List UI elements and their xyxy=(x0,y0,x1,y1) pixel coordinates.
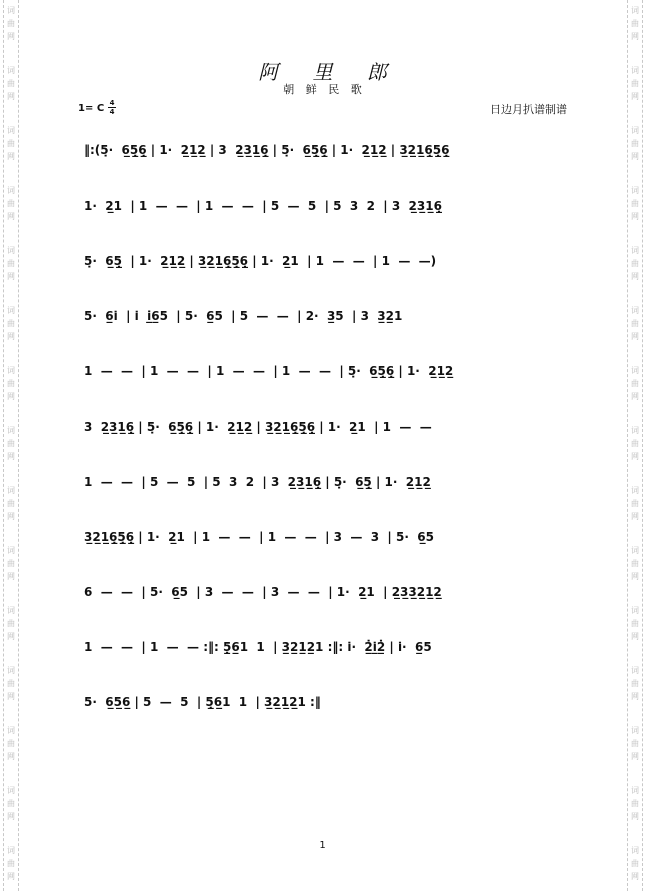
watermark-char: 曲 xyxy=(631,79,639,88)
watermark-char: 曲 xyxy=(631,199,639,208)
watermark-char: 曲 xyxy=(631,499,639,508)
score-line xyxy=(84,250,569,272)
watermark-group xyxy=(628,364,642,403)
watermark-char: 曲 xyxy=(7,19,15,28)
watermark-char: 曲 xyxy=(631,559,639,568)
watermark-char: 网 xyxy=(631,452,639,461)
watermark-group xyxy=(628,604,642,643)
watermark-group xyxy=(628,544,642,583)
watermark-group xyxy=(4,4,18,43)
watermark-char: 词 xyxy=(7,726,15,735)
watermark-group xyxy=(628,124,642,163)
watermark-group xyxy=(4,544,18,583)
watermark-group xyxy=(628,484,642,523)
score-line-text: 1 — — | 5 — 5 | 5 3 2 | 3 2̲3̲1̲6̣̲ | 5̣· 6̲5̣̲ | 1· 2̲1̲2̲ xyxy=(84,475,431,489)
watermark-group xyxy=(628,4,642,43)
watermark-char: 网 xyxy=(631,212,639,221)
score-line xyxy=(84,471,569,493)
watermark-char: 网 xyxy=(7,452,15,461)
score-line xyxy=(84,581,569,603)
watermark-char: 曲 xyxy=(7,739,15,748)
time-signature xyxy=(108,99,116,116)
watermark-char: 词 xyxy=(7,546,15,555)
watermark-char: 曲 xyxy=(7,499,15,508)
score-line-text: 5̣· 6̲5̣̲ | 1· 2̲1̲2̲ | 3̲2̲1̲6̣̲5̣̲6̣̲ | 1· 2̲1 | 1 — — | 1 — —) xyxy=(84,254,437,268)
meter-top: 4 xyxy=(109,99,115,107)
watermark-char: 网 xyxy=(7,332,15,341)
watermark-char: 词 xyxy=(631,486,639,495)
watermark-char: 网 xyxy=(7,812,15,821)
watermark-group xyxy=(4,304,18,343)
watermark-char: 网 xyxy=(631,752,639,761)
watermark-group xyxy=(4,604,18,643)
score-line-text: 1· 2̲1 | 1 — — | 1 — — | 5 — 5 | 5 3 2 | 3 2̲3̲1̲6̣̲ xyxy=(84,199,442,213)
watermark-char: 曲 xyxy=(7,679,15,688)
watermark-char: 网 xyxy=(631,872,639,881)
watermark-group xyxy=(628,664,642,703)
watermark-char: 网 xyxy=(631,812,639,821)
watermark-char: 曲 xyxy=(7,379,15,388)
watermark-char: 曲 xyxy=(7,619,15,628)
watermark-char: 词 xyxy=(7,246,15,255)
watermark-char: 词 xyxy=(631,666,639,675)
watermark-char: 词 xyxy=(7,666,15,675)
watermark-char: 网 xyxy=(7,512,15,521)
watermark-char: 网 xyxy=(631,632,639,641)
watermark-char: 网 xyxy=(7,32,15,41)
watermark-char: 词 xyxy=(7,186,15,195)
watermark-char: 曲 xyxy=(7,799,15,808)
score-line-text: 3̲2̲1̲6̣̲5̣̲6̣̲ | 1· 2̲1 | 1 — — | 1 — — | 3 — 3 | 5· 6̲5 xyxy=(84,530,434,544)
watermark-char: 曲 xyxy=(631,739,639,748)
watermark-char: 词 xyxy=(7,606,15,615)
right-watermark-strip xyxy=(627,0,643,891)
watermark-char: 词 xyxy=(631,66,639,75)
watermark-char: 词 xyxy=(7,486,15,495)
watermark-char: 词 xyxy=(7,66,15,75)
watermark-char: 网 xyxy=(631,152,639,161)
watermark-char: 曲 xyxy=(7,139,15,148)
song-subtitle: 朝 鲜 民 歌 xyxy=(283,83,366,96)
watermark-char: 曲 xyxy=(7,259,15,268)
watermark-group xyxy=(4,124,18,163)
score-line-text: 1 — — | 1 — — | 1 — — | 1 — — | 5̣· 6̲5̣̲6̣̲ | 1· 2̲1̲2̲ xyxy=(84,364,454,378)
watermark-char: 词 xyxy=(7,306,15,315)
watermark-char: 曲 xyxy=(7,79,15,88)
watermark-char: 网 xyxy=(631,692,639,701)
watermark-char: 网 xyxy=(631,272,639,281)
watermark-char: 网 xyxy=(7,392,15,401)
watermark-char: 词 xyxy=(7,366,15,375)
page-number: 1 xyxy=(319,840,326,851)
watermark-char: 网 xyxy=(7,152,15,161)
watermark-char: 曲 xyxy=(631,619,639,628)
watermark-char: 曲 xyxy=(7,199,15,208)
watermark-char: 网 xyxy=(7,212,15,221)
watermark-group xyxy=(4,244,18,283)
watermark-char: 词 xyxy=(7,786,15,795)
score-line xyxy=(84,416,569,438)
watermark-char: 词 xyxy=(7,846,15,855)
watermark-char: 网 xyxy=(631,332,639,341)
watermark-char: 网 xyxy=(7,272,15,281)
watermark-char: 网 xyxy=(631,92,639,101)
watermark-group xyxy=(628,784,642,823)
watermark-group xyxy=(4,484,18,523)
watermark-group xyxy=(628,184,642,223)
watermark-group xyxy=(628,724,642,763)
watermark-char: 曲 xyxy=(631,799,639,808)
watermark-char: 曲 xyxy=(631,439,639,448)
key-signature: 1= C xyxy=(78,103,105,114)
watermark-char: 网 xyxy=(7,572,15,581)
watermark-char: 词 xyxy=(7,126,15,135)
watermark-char: 曲 xyxy=(631,259,639,268)
watermark-group xyxy=(628,304,642,343)
arranger-credit: 日边月扒谱制谱 xyxy=(490,103,567,116)
watermark-char: 网 xyxy=(7,632,15,641)
watermark-char: 曲 xyxy=(631,19,639,28)
watermark-char: 网 xyxy=(7,92,15,101)
watermark-char: 词 xyxy=(631,846,639,855)
score-line xyxy=(84,526,569,548)
watermark-char: 曲 xyxy=(631,319,639,328)
watermark-group xyxy=(628,424,642,463)
song-title: 阿 里 郎 xyxy=(258,60,401,84)
score-line xyxy=(84,139,569,161)
watermark-char: 词 xyxy=(631,606,639,615)
watermark-char: 词 xyxy=(7,6,15,15)
watermark-char: 词 xyxy=(631,426,639,435)
watermark-char: 曲 xyxy=(631,139,639,148)
score-line-text: 1 — — | 1 — — :‖: 5̲̣6̲1 1 | 3̲2̲1̲2̲1 :‖: i̇· 2̲̇i̲̇2̲̇ | i̇· 6̲5 xyxy=(84,640,432,654)
watermark-char: 曲 xyxy=(7,559,15,568)
score-line-text: 3 2̲3̲1̲6̣̲ | 5̣· 6̲5̣̲6̣̲ | 1· 2̲1̲2̲ | 3̲2̲1̲6̣̲5̣̲6̣̲ | 1· 2̲1 | 1 — — xyxy=(84,420,432,434)
watermark-group xyxy=(4,424,18,463)
score-line xyxy=(84,195,569,217)
score-line-text: 6 — — | 5· 6̲5 | 3 — — | 3 — — | 1· 2̲1 | 2̲3̲3̲2̲1̲2̲ xyxy=(84,585,442,599)
watermark-char: 词 xyxy=(631,786,639,795)
score-line xyxy=(84,305,569,327)
watermark-char: 网 xyxy=(631,32,639,41)
watermark-char: 词 xyxy=(631,546,639,555)
score-line xyxy=(84,360,569,382)
meter-bottom: 4 xyxy=(109,108,115,116)
watermark-group xyxy=(4,184,18,223)
watermark-group xyxy=(4,724,18,763)
watermark-group xyxy=(4,784,18,823)
watermark-char: 网 xyxy=(7,872,15,881)
watermark-char: 网 xyxy=(631,512,639,521)
watermark-char: 词 xyxy=(631,306,639,315)
watermark-char: 网 xyxy=(631,392,639,401)
watermark-char: 曲 xyxy=(7,859,15,868)
score-line xyxy=(84,691,569,713)
score-line-text: ‖:(5̣· 6̲5̣̲6̣̲ | 1· 2̲1̲2̲ | 3 2̲3̲1̲6̣̲ | 5̣· 6̲5̣̲6̣̲ | 1· 2̲1̲2̲ | 3̲2̲1̲6̣̲5̣̲6̣̲ xyxy=(84,143,450,157)
score-line xyxy=(84,636,569,658)
watermark-group xyxy=(628,244,642,283)
score-line-text: 5· 6̲5̲6̲ | 5 — 5 | 5̲̣6̲1 1 | 3̲2̲1̲2̲1 :‖ xyxy=(84,695,321,709)
watermark-char: 词 xyxy=(7,426,15,435)
watermark-char: 曲 xyxy=(631,859,639,868)
watermark-char: 网 xyxy=(631,572,639,581)
watermark-char: 网 xyxy=(7,692,15,701)
watermark-char: 词 xyxy=(631,126,639,135)
watermark-char: 曲 xyxy=(631,379,639,388)
watermark-char: 词 xyxy=(631,366,639,375)
watermark-char: 词 xyxy=(631,246,639,255)
watermark-char: 词 xyxy=(631,186,639,195)
watermark-char: 词 xyxy=(631,726,639,735)
left-watermark-strip xyxy=(3,0,19,891)
watermark-group xyxy=(4,364,18,403)
score-line-text: 5· 6̲i̇ | i̇ i̲6̲5 | 5· 6̲5 | 5 — — | 2· 3̲5 | 3 3̲2̲1 xyxy=(84,309,403,323)
watermark-char: 曲 xyxy=(7,439,15,448)
watermark-char: 网 xyxy=(7,752,15,761)
watermark-group xyxy=(4,664,18,703)
watermark-char: 曲 xyxy=(631,679,639,688)
watermark-char: 词 xyxy=(631,6,639,15)
watermark-char: 曲 xyxy=(7,319,15,328)
